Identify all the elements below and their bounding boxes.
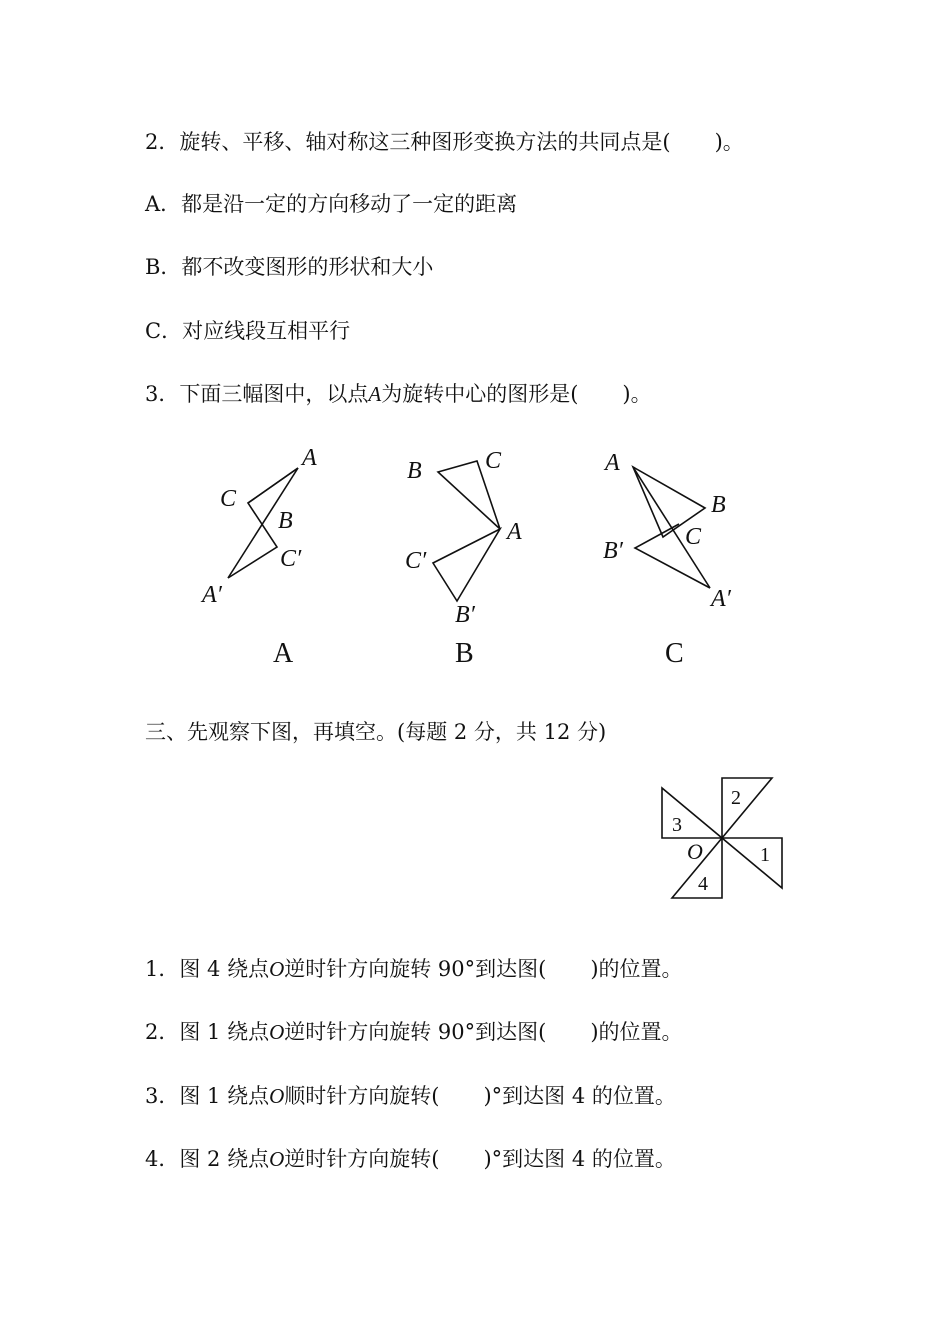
s3-item-4-point: O bbox=[269, 1147, 285, 1171]
figure-a-caption: A bbox=[273, 638, 294, 669]
s3-item-2-end: )的位置。 bbox=[590, 1020, 683, 1044]
s3-item-1-text: 1．图 4 绕点 bbox=[145, 957, 270, 981]
pinwheel-figure bbox=[655, 770, 795, 910]
q2-stem-end: )。 bbox=[714, 130, 744, 154]
figure-b-label-b-prime: B′ bbox=[455, 602, 475, 628]
s3-item-3-end: )°到达图 4 的位置。 bbox=[483, 1084, 676, 1108]
s3-item-2-text: 2．图 1 绕点 bbox=[145, 1020, 270, 1044]
q3-stem-end: )。 bbox=[622, 382, 652, 406]
figure-b-triangle-ab2c2 bbox=[433, 529, 500, 601]
pinwheel-number-2: 2 bbox=[731, 787, 741, 809]
figure-a bbox=[190, 440, 350, 675]
s3-item-3 bbox=[145, 1081, 676, 1111]
figure-c-label-c: C bbox=[685, 524, 702, 550]
figure-a-label-a: A bbox=[302, 445, 317, 471]
s3-item-1-text-2: 逆时针方向旋转 90°到达图( bbox=[284, 957, 547, 981]
figure-c-label-b: B bbox=[711, 492, 726, 518]
pinwheel-triangle-3 bbox=[662, 788, 722, 838]
figure-b-label-c: C bbox=[485, 448, 502, 474]
s3-item-4-text: 4．图 2 绕点 bbox=[145, 1147, 270, 1171]
s3-item-1 bbox=[145, 954, 683, 984]
q2-option-a: A．都是沿一定的方向移动了一定的距离 bbox=[145, 192, 518, 216]
q3-stem-text: 3．下面三幅图中，以点 bbox=[145, 382, 369, 406]
s3-item-3-point: O bbox=[269, 1084, 285, 1108]
s3-item-3-text-2: 顺时针方向旋转( bbox=[284, 1084, 440, 1108]
section3-title: 三、先观察下图，再填空。(每题 2 分，共 12 分) bbox=[145, 720, 607, 744]
figure-c-label-b-prime: B′ bbox=[603, 538, 623, 564]
s3-item-2-point: O bbox=[269, 1020, 285, 1044]
q2-option-b: B．都不改变图形的形状和大小 bbox=[145, 255, 434, 279]
pinwheel-triangle-2 bbox=[722, 778, 772, 838]
figure-b-label-b: B bbox=[407, 458, 422, 484]
q2-stem bbox=[145, 127, 744, 157]
figure-a-edge-ac bbox=[248, 468, 298, 503]
q3-point-label: A bbox=[368, 382, 382, 406]
figure-b-label-a: A bbox=[507, 519, 522, 545]
figure-a-label-b: B bbox=[278, 508, 293, 534]
pinwheel-number-4: 4 bbox=[698, 873, 708, 895]
q2-option-c: C．对应线段互相平行 bbox=[145, 319, 351, 343]
s3-item-1-point: O bbox=[269, 957, 285, 981]
figure-a-label-a-prime: A′ bbox=[202, 582, 222, 608]
s3-item-3-text: 3．图 1 绕点 bbox=[145, 1084, 270, 1108]
s3-item-4-end: )°到达图 4 的位置。 bbox=[483, 1147, 676, 1171]
q3-stem-text-2: 为旋转中心的图形是( bbox=[381, 382, 579, 406]
pinwheel-center-o: O bbox=[687, 839, 703, 864]
figure-a-label-c: C bbox=[220, 486, 237, 512]
s3-item-1-end: )的位置。 bbox=[590, 957, 683, 981]
figure-c-label-a-prime: A′ bbox=[711, 586, 731, 612]
s3-item-2 bbox=[145, 1017, 683, 1047]
figure-c bbox=[595, 440, 755, 675]
pinwheel-number-3: 3 bbox=[672, 814, 682, 836]
pinwheel-number-1: 1 bbox=[760, 844, 770, 866]
figure-a-label-c-prime: C′ bbox=[280, 546, 302, 572]
s3-item-4-text-2: 逆时针方向旋转( bbox=[284, 1147, 440, 1171]
pinwheel-triangle-1 bbox=[722, 838, 782, 888]
s3-item-4 bbox=[145, 1144, 676, 1174]
q3-stem bbox=[145, 379, 652, 409]
figure-b bbox=[395, 440, 545, 675]
s3-item-2-text-2: 逆时针方向旋转 90°到达图( bbox=[284, 1020, 547, 1044]
q2-stem-text: 2．旋转、平移、轴对称这三种图形变换方法的共同点是( bbox=[145, 130, 671, 154]
figure-b-caption: B bbox=[455, 638, 474, 669]
figure-c-label-a: A bbox=[605, 450, 620, 476]
figure-b-label-c-prime: C′ bbox=[405, 548, 427, 574]
figure-c-caption: C bbox=[665, 638, 684, 669]
